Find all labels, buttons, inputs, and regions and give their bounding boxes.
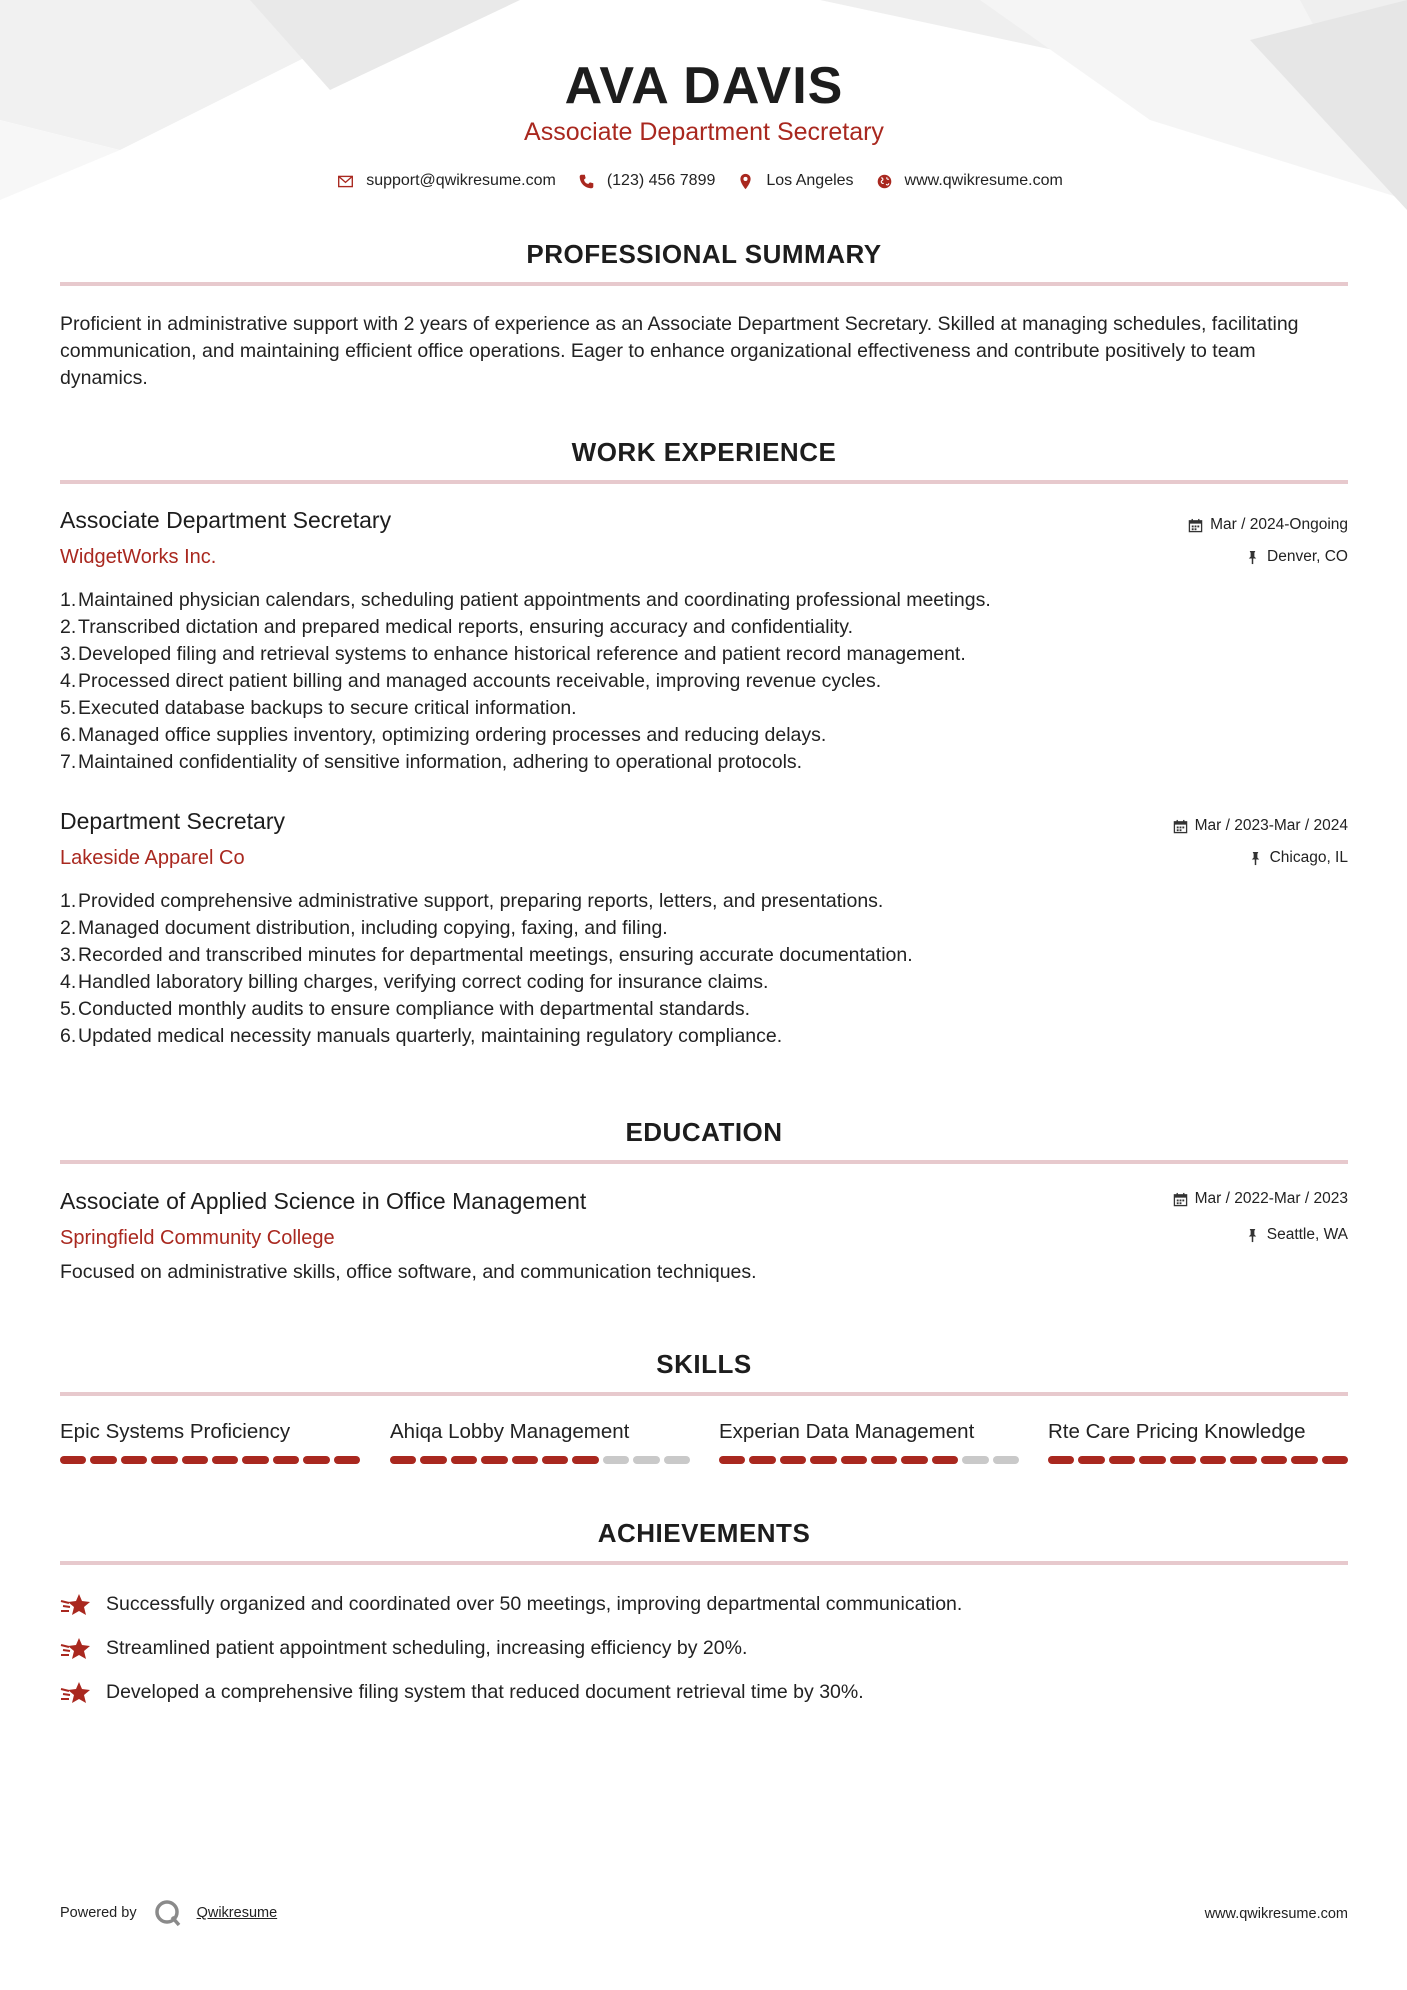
skill-level-segment-filled <box>273 1456 299 1464</box>
qwikresume-link[interactable]: Qwikresume <box>196 1905 278 1921</box>
list-item: 6. Managed office supplies inventory, optimizing ordering processes and reducing delays. <box>60 722 1348 749</box>
skill-level-segment-filled <box>1170 1456 1196 1464</box>
pushpin-icon <box>1248 851 1263 866</box>
location-text: Los Angeles <box>766 172 854 189</box>
skill-level-segment-filled <box>90 1456 116 1464</box>
job-responsibilities <box>60 587 1348 776</box>
list-item-text: Managed document distribution, including copying, faxing, and filing. <box>78 917 668 939</box>
job-location-text: Denver, CO <box>1267 548 1348 565</box>
shooting-star-icon <box>60 1679 92 1705</box>
section-title-education: EDUCATION <box>625 1117 783 1147</box>
education-dates <box>1173 1190 1348 1208</box>
skill-level-segment-filled <box>242 1456 268 1464</box>
list-item-text: Managed office supplies inventory, optimizing ordering processes and reducing delays. <box>78 724 827 746</box>
achievement-item <box>60 1679 864 1705</box>
skill-level-segment-filled <box>1261 1456 1287 1464</box>
skill-level-segment-filled <box>749 1456 775 1464</box>
job-location-text: Chicago, IL <box>1269 849 1348 866</box>
list-item: 5. Executed database backups to secure critical information. <box>60 695 1348 722</box>
skill-level-segment-filled <box>1139 1456 1165 1464</box>
phone-icon <box>578 173 595 190</box>
achievement-text: Streamlined patient appointment scheduling, increasing efficiency by 20%. <box>106 1636 748 1659</box>
skill-level-segment-filled <box>542 1456 568 1464</box>
section-title-summary: PROFESSIONAL SUMMARY <box>526 239 882 269</box>
list-item-text: Maintained physician calendars, scheduling patient appointments and coordinating professional meetings. <box>78 589 991 611</box>
skill-level-segment-filled <box>871 1456 897 1464</box>
section-divider <box>60 480 1348 484</box>
skill-level-segment-empty <box>664 1456 690 1464</box>
achievement-text: Successfully organized and coordinated over 50 meetings, improving departmental communication. <box>106 1592 963 1615</box>
contact-phone[interactable] <box>578 172 716 190</box>
skill-level-segment-filled <box>512 1456 538 1464</box>
skill-level-segment-filled <box>1048 1456 1074 1464</box>
footer-website[interactable]: www.qwikresume.com <box>1204 1906 1348 1922</box>
job-location <box>1248 849 1348 867</box>
skill-level-segment-filled <box>1109 1456 1135 1464</box>
list-item-text: Developed filing and retrieval systems to enhance historical reference and patient record management. <box>78 643 966 665</box>
skill-level-segment-filled <box>572 1456 598 1464</box>
skill-level-bar <box>390 1456 690 1464</box>
section-divider <box>60 1561 1348 1565</box>
shooting-star-icon <box>60 1591 92 1617</box>
job-title: Department Secretary <box>60 808 285 834</box>
school-name: Springfield Community College <box>60 1227 335 1249</box>
skill-level-segment-filled <box>182 1456 208 1464</box>
company-name: WidgetWorks Inc. <box>60 546 217 568</box>
list-item: 6. Updated medical necessity manuals quarterly, maintaining regulatory compliance. <box>60 1023 1348 1050</box>
achievement-item <box>60 1635 747 1661</box>
list-item-text: Conducted monthly audits to ensure compliance with departmental standards. <box>78 998 751 1020</box>
list-item-text: Processed direct patient billing and managed accounts receivable, improving revenue cycles. <box>78 670 882 692</box>
shooting-star-icon <box>60 1635 92 1661</box>
skill-level-segment-filled <box>901 1456 927 1464</box>
pushpin-icon <box>1245 550 1260 565</box>
list-item: 1. Maintained physician calendars, scheduling patient appointments and coordinating professional meetings. <box>60 587 1348 614</box>
calendar-icon <box>1173 1192 1188 1207</box>
contact-bar <box>60 172 1348 190</box>
section-divider <box>60 282 1348 286</box>
summary-text: Proficient in administrative support with 2 years of experience as an Associate Department Secretary. Skilled at managing schedules, facilitating communication, and maintaining efficient office operations. Eager to enhance organizational effectiveness and contribute positively to team dynamics. <box>60 313 1299 389</box>
education-location-text: Seattle, WA <box>1266 1226 1348 1243</box>
candidate-title: Associate Department Secretary <box>524 118 884 146</box>
skill-level-segment-filled <box>451 1456 477 1464</box>
section-title-skills: SKILLS <box>656 1349 752 1379</box>
map-pin-icon <box>737 173 754 190</box>
skill-name: Rte Care Pricing Knowledge <box>1048 1420 1306 1443</box>
skill-level-bar <box>60 1456 360 1464</box>
education-description: Focused on administrative skills, office software, and communication techniques. <box>60 1261 757 1283</box>
skill-item <box>719 1420 1019 1464</box>
list-item-text: Recorded and transcribed minutes for departmental meetings, ensuring accurate documentation. <box>78 944 913 966</box>
skill-level-segment-filled <box>780 1456 806 1464</box>
degree-title: Associate of Applied Science in Office Management <box>60 1188 587 1214</box>
list-item: 3. Developed filing and retrieval systems to enhance historical reference and patient record management. <box>60 641 1348 668</box>
skill-item <box>390 1420 690 1464</box>
list-item-text: Handled laboratory billing charges, verifying correct coding for insurance claims. <box>78 971 769 993</box>
skill-level-segment-filled <box>1230 1456 1256 1464</box>
phone-text: (123) 456 7899 <box>606 172 716 189</box>
skill-level-segment-empty <box>962 1456 988 1464</box>
list-item: 4. Processed direct patient billing and managed accounts receivable, improving revenue cycles. <box>60 668 1348 695</box>
skill-level-segment-filled <box>60 1456 86 1464</box>
envelope-icon <box>337 173 354 190</box>
globe-icon <box>876 173 893 190</box>
skill-level-segment-filled <box>810 1456 836 1464</box>
skill-level-segment-filled <box>212 1456 238 1464</box>
calendar-icon <box>1188 518 1203 533</box>
list-item: 3. Recorded and transcribed minutes for departmental meetings, ensuring accurate documentation. <box>60 942 1348 969</box>
skill-level-segment-filled <box>390 1456 416 1464</box>
list-item-text: Maintained confidentiality of sensitive information, adhering to operational protocols. <box>78 751 803 773</box>
section-divider <box>60 1160 1348 1164</box>
skill-level-segment-filled <box>1078 1456 1104 1464</box>
contact-email[interactable] <box>337 172 556 190</box>
job-dates-text: Mar / 2024-Ongoing <box>1210 516 1348 533</box>
pushpin-icon <box>1245 1228 1260 1243</box>
skill-item <box>60 1420 360 1464</box>
skill-level-segment-filled <box>841 1456 867 1464</box>
education-dates-text: Mar / 2022-Mar / 2023 <box>1194 1190 1348 1207</box>
powered-by-label: Powered by <box>60 1905 137 1921</box>
list-item-text: Transcribed dictation and prepared medical reports, ensuring accuracy and confidentiality. <box>78 616 854 638</box>
list-item-text: Provided comprehensive administrative support, preparing reports, letters, and presentations. <box>78 890 884 912</box>
skill-level-segment-filled <box>334 1456 360 1464</box>
website-text: www.qwikresume.com <box>904 172 1063 189</box>
skill-level-segment-filled <box>303 1456 329 1464</box>
job-dates <box>1173 817 1348 835</box>
candidate-name: AVA DAVIS <box>564 57 844 115</box>
section-divider <box>60 1392 1348 1396</box>
job-dates-text: Mar / 2023-Mar / 2024 <box>1194 817 1348 834</box>
skill-level-segment-filled <box>481 1456 507 1464</box>
achievement-text: Developed a comprehensive filing system that reduced document retrieval time by 30%. <box>106 1680 864 1703</box>
section-title-achievements: ACHIEVEMENTS <box>597 1518 811 1548</box>
section-title-experience: WORK EXPERIENCE <box>571 437 837 467</box>
job-location <box>1245 548 1348 566</box>
job-responsibilities <box>60 888 1348 1050</box>
skill-level-segment-filled <box>932 1456 958 1464</box>
skill-name: Ahiqa Lobby Management <box>390 1420 630 1443</box>
skill-level-bar <box>1048 1456 1348 1464</box>
company-name: Lakeside Apparel Co <box>60 847 245 869</box>
skill-name: Experian Data Management <box>719 1420 975 1443</box>
list-item-text: Executed database backups to secure critical information. <box>78 697 577 719</box>
list-item: 7. Maintained confidentiality of sensitive information, adhering to operational protocols. <box>60 749 1348 776</box>
achievement-item <box>60 1591 962 1617</box>
skill-level-segment-filled <box>151 1456 177 1464</box>
skill-level-segment-filled <box>420 1456 446 1464</box>
skill-item <box>1048 1420 1348 1464</box>
skill-level-segment-filled <box>1322 1456 1348 1464</box>
skill-level-segment-empty <box>603 1456 629 1464</box>
list-item: 4. Handled laboratory billing charges, verifying correct coding for insurance claims. <box>60 969 1348 996</box>
job-dates <box>1188 516 1348 534</box>
job-title: Associate Department Secretary <box>60 507 392 533</box>
calendar-icon <box>1173 819 1188 834</box>
qwikresume-logo-icon <box>153 1898 183 1928</box>
skill-level-segment-filled <box>121 1456 147 1464</box>
skill-level-segment-filled <box>1291 1456 1317 1464</box>
contact-location <box>737 172 853 190</box>
list-item-text: Updated medical necessity manuals quarterly, maintaining regulatory compliance. <box>78 1025 783 1047</box>
list-item: 5. Conducted monthly audits to ensure compliance with departmental standards. <box>60 996 1348 1023</box>
list-item: 1. Provided comprehensive administrative support, preparing reports, letters, and presentations. <box>60 888 1348 915</box>
footer-powered-by <box>60 1898 277 1928</box>
list-item: 2. Managed document distribution, including copying, faxing, and filing. <box>60 915 1348 942</box>
skill-level-bar <box>719 1456 1019 1464</box>
skill-level-segment-filled <box>719 1456 745 1464</box>
skill-name: Epic Systems Proficiency <box>60 1420 291 1443</box>
email-text: support@qwikresume.com <box>366 172 556 189</box>
skill-level-segment-empty <box>633 1456 659 1464</box>
education-location <box>1245 1226 1348 1244</box>
contact-website[interactable] <box>876 172 1063 190</box>
skill-level-segment-empty <box>993 1456 1019 1464</box>
list-item: 2. Transcribed dictation and prepared medical reports, ensuring accuracy and confidentiality. <box>60 614 1348 641</box>
skill-level-segment-filled <box>1200 1456 1226 1464</box>
